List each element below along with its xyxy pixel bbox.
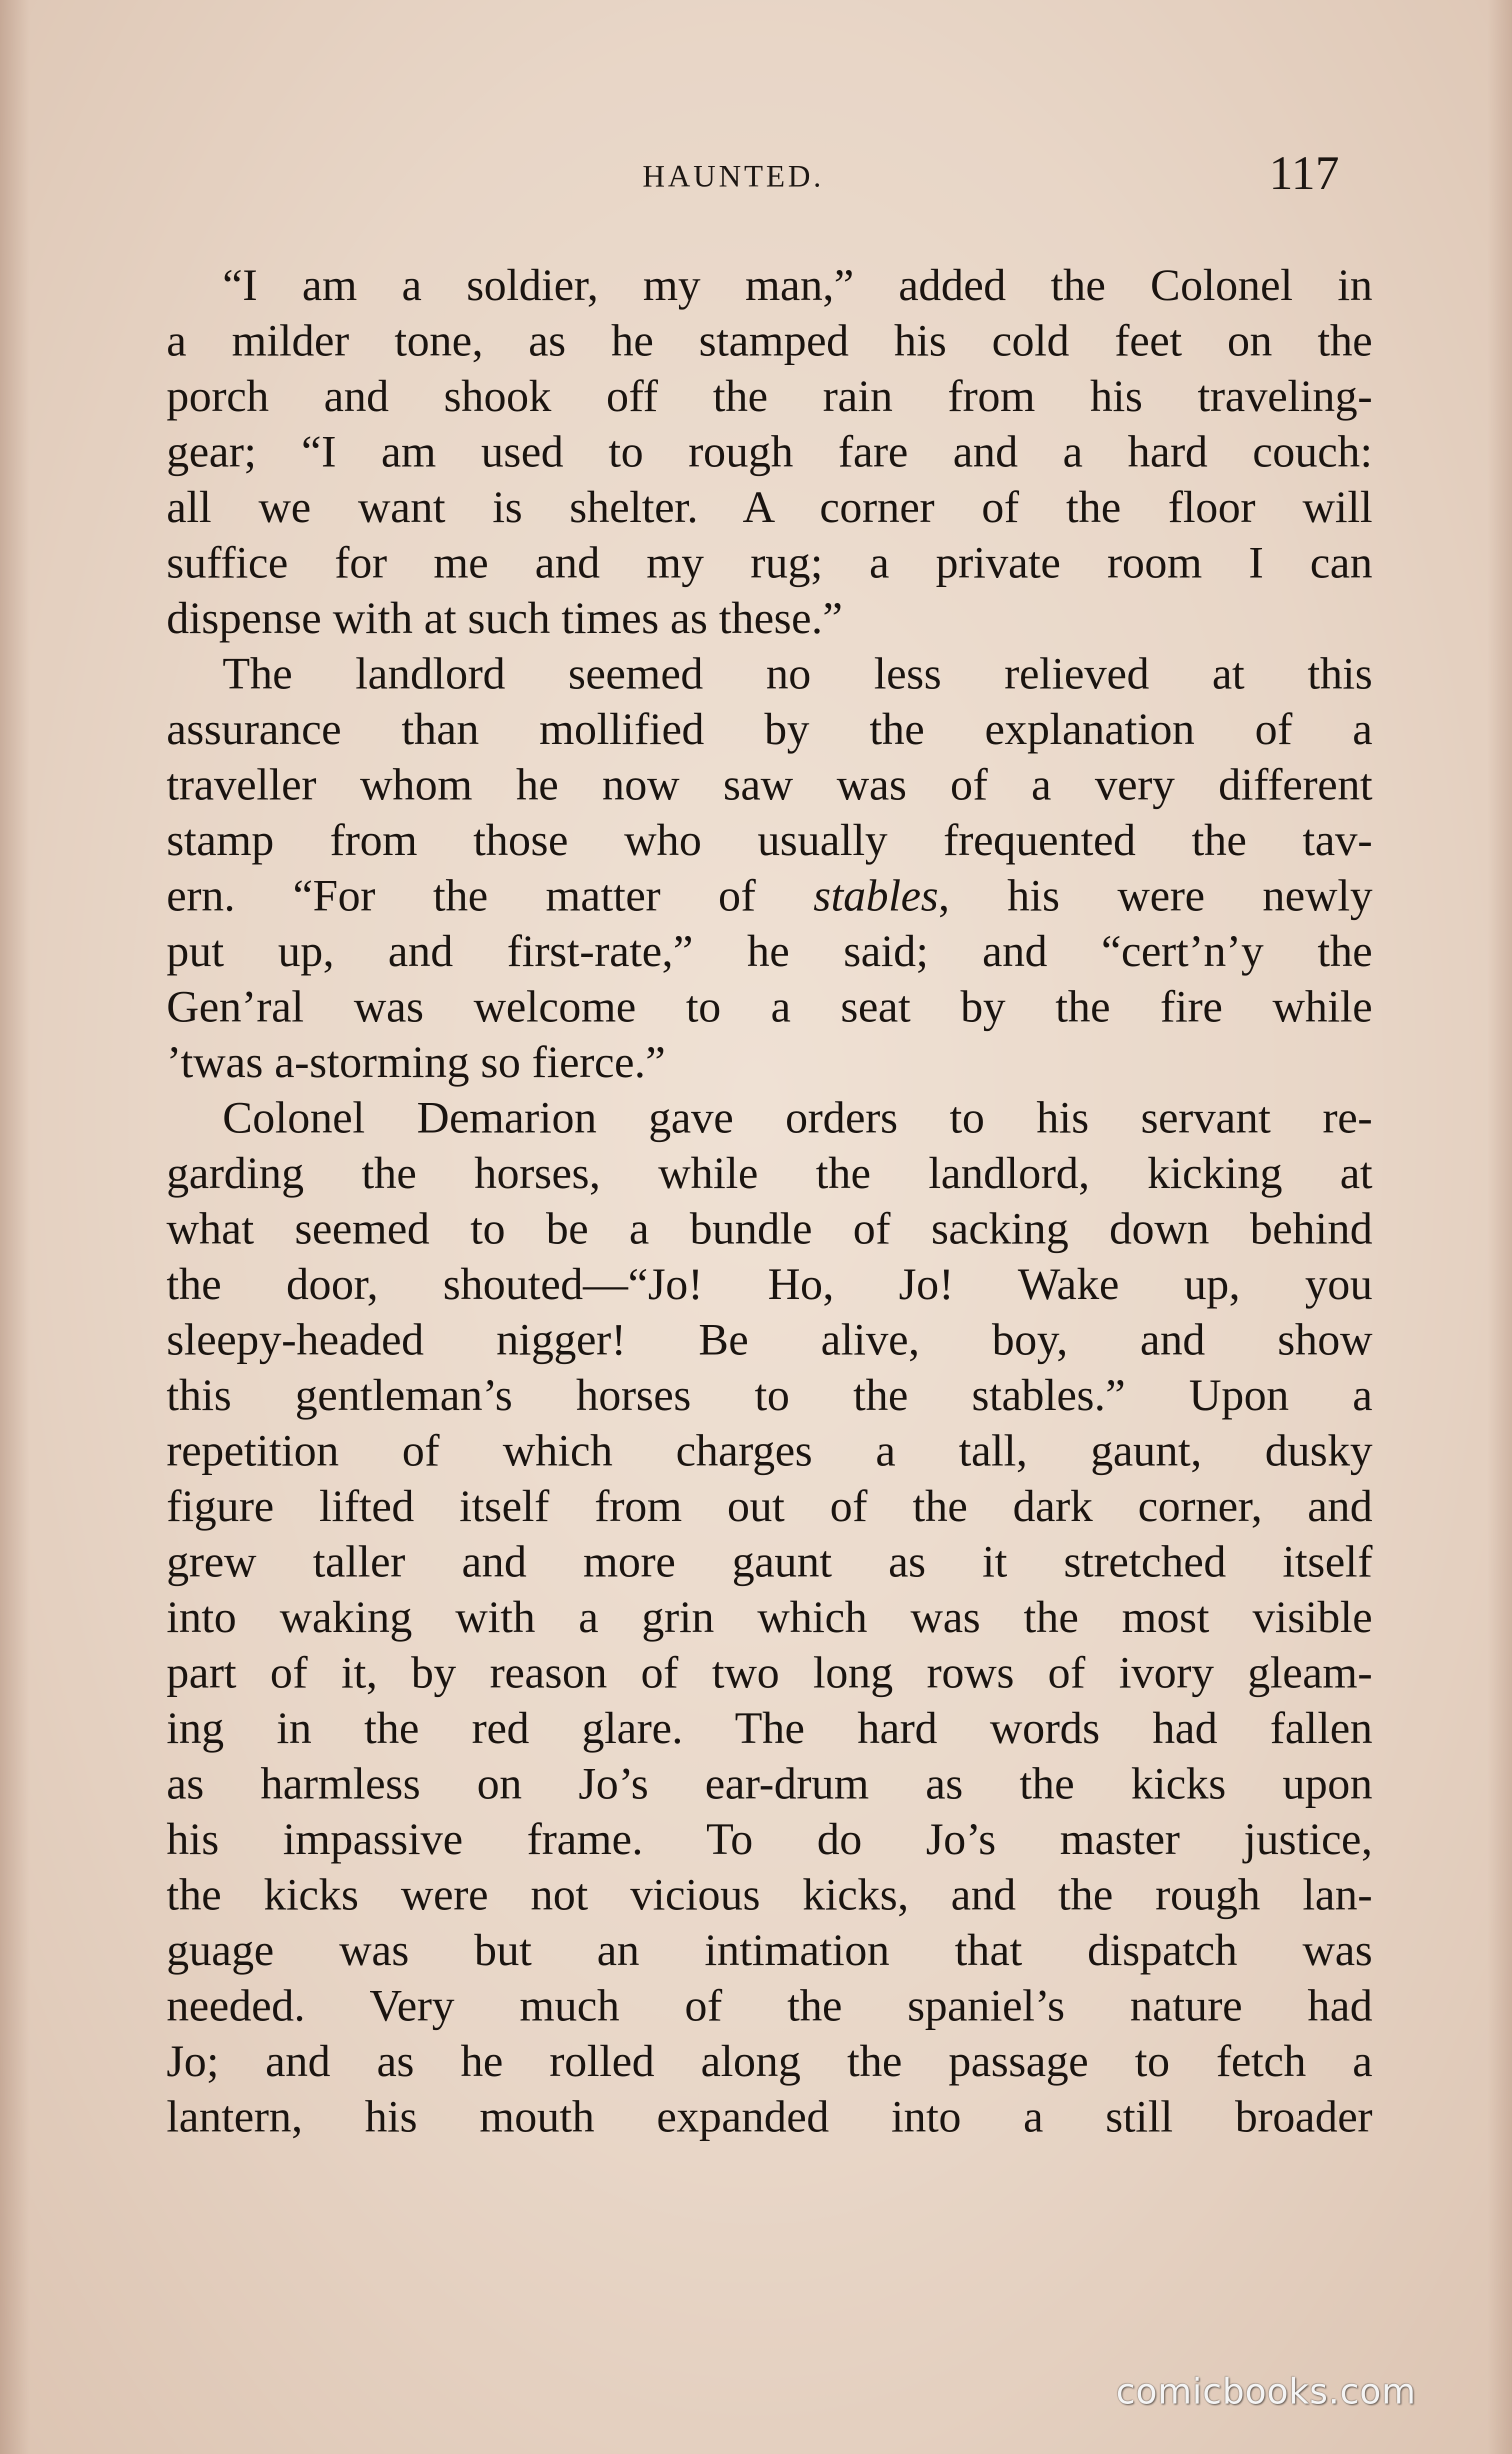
text-line: figure lifted itself from out of the dark corner, and: [166, 1482, 1372, 1531]
text-line: lantern, his mouth expanded into a still broader: [166, 2092, 1372, 2142]
text-line: ’twas a-storming so fierce.”: [166, 1038, 666, 1087]
text-line: grew taller and more gaunt as it stretched itself: [166, 1537, 1372, 1586]
text-line: a milder tone, as he stamped his cold feet on the: [166, 316, 1372, 366]
text-line: sleepy-headed nigger! Be alive, boy, and show: [166, 1315, 1372, 1364]
text-line: guage was but an intimation that dispatch was: [166, 1926, 1372, 1975]
text-line: assurance than mollified by the explanation of a: [166, 704, 1372, 754]
text-line: Gen’ral was welcome to a seat by the fire while: [166, 982, 1372, 1032]
page-number: 117: [1269, 146, 1340, 200]
text-line: The landlord seemed no less relieved at this: [222, 649, 1372, 698]
text-line: needed. Very much of the spaniel’s nature had: [166, 1981, 1372, 2030]
text-line: ing in the red glare. The hard words had fallen: [166, 1704, 1372, 1753]
text-line: the kicks were not vicious kicks, and the rough lan-: [166, 1870, 1372, 1920]
text-line: all we want is shelter. A corner of the floor will: [166, 482, 1372, 532]
text-line: part of it, by reason of two long rows of ivory gleam-: [166, 1648, 1372, 1698]
text-line: as harmless on Jo’s ear-drum as the kicks upon: [166, 1759, 1372, 1808]
text-line: porch and shook off the rain from his traveling-: [166, 372, 1372, 421]
text-line: into waking with a grin which was the most visible: [166, 1592, 1372, 1642]
text-line: what seemed to be a bundle of sacking down behind: [166, 1204, 1372, 1254]
running-head: HAUNTED.: [642, 160, 824, 194]
text-line: put up, and first-rate,” he said; and “cert’n’y the: [166, 926, 1372, 976]
text-line: dispense with at such times as these.”: [166, 594, 843, 643]
body-text: [166, 258, 1372, 2144]
text-line: stamp from those who usually frequented the tav-: [166, 816, 1372, 865]
text-line: the door, shouted—“Jo! Ho, Jo! Wake up, you: [166, 1260, 1372, 1309]
emphasized-word: stables: [813, 871, 938, 920]
text-line: repetition of which charges a tall, gaunt, dusky: [166, 1426, 1372, 1476]
text-line: suffice for me and my rug; a private room I can: [166, 538, 1372, 588]
text-line: his impassive frame. To do Jo’s master justice,: [166, 1814, 1372, 1864]
text-line: garding the horses, while the landlord, kicking at: [166, 1148, 1372, 1198]
text-line: this gentleman’s horses to the stables.” Upon a: [166, 1370, 1372, 1420]
text-line: Jo; and as he rolled along the passage to fetch a: [166, 2036, 1372, 2086]
site-watermark: comicbooks.com: [1116, 2371, 1416, 2412]
text-line: “I am a soldier, my man,” added the Colonel in: [222, 260, 1372, 310]
text-line: Colonel Demarion gave orders to his servant re-: [222, 1093, 1372, 1142]
text-line: ern. “For the matter of stables, his were newly: [166, 871, 1372, 920]
text-line: gear; “I am used to rough fare and a hard couch:: [166, 427, 1372, 476]
text-line: traveller whom he now saw was of a very different: [166, 760, 1372, 810]
